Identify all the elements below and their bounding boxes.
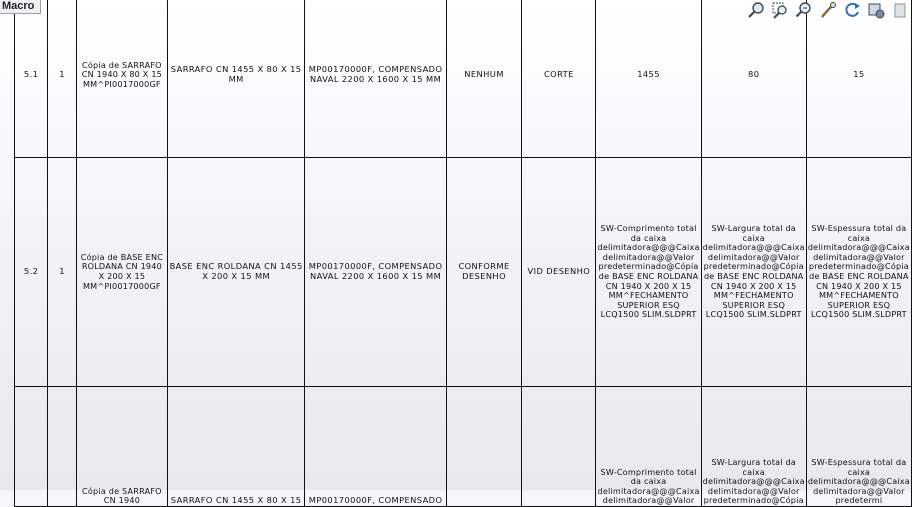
zoom-to-fit-icon[interactable] [746, 0, 766, 20]
rotate-icon[interactable] [842, 0, 862, 20]
zoom-in-out-icon[interactable] [794, 0, 814, 20]
item-number-cell [15, 387, 48, 507]
width-cell: SW-Largura total da caixa delimitadora@@@Caixa delimitadora@@Valor predeterminado@Cópia [701, 387, 806, 507]
quantity-cell [48, 387, 77, 507]
length-cell: SW-Comprimento total da caixa delimitadora@@@Caixa delimitadora@@Valor predeterminado@Cópia de BASE ENC ROLDANA CN 1940 X 200 X 15 MM^FECHAMENTO SUPERIOR ESQ LCQ1500 SLIM.SLDPRT [596, 158, 701, 387]
length-cell: 1455 [596, 0, 701, 158]
finish-cell [446, 387, 521, 507]
table-row[interactable] [15, 158, 912, 387]
bom-table [14, 0, 912, 507]
length-cell: SW-Comprimento total da caixa delimitadora@@@Caixa delimitadora@@Valor [596, 387, 701, 507]
width-cell: 80 [701, 0, 806, 158]
width-cell: SW-Largura total da caixa delimitadora@@@Caixa delimitadora@@Valor predeterminado@Cópia de BASE ENC ROLDANA CN 1940 X 200 X 15 MM^FECHAMENTO SUPERIOR ESQ LCQ1500 SLIM.SLDPRT [701, 158, 806, 387]
thickness-cell: SW-Espessura total da caixa delimitadora@@@Caixa delimitadora@@Valor predeterminado@Cópia de BASE ENC ROLDANA CN 1940 X 200 X 15 MM^FECHAMENTO SUPERIOR ESQ LCQ1500 SLIM.SLDPRT [806, 158, 911, 387]
item-number-cell: 5.2 [15, 158, 48, 387]
process-cell: CORTE [522, 0, 596, 158]
item-number-cell: 5.1 [15, 0, 48, 158]
process-cell [522, 387, 596, 507]
finish-cell: NENHUM [446, 0, 521, 158]
part-number-cell: Cópia de SARRAFO CN 1940 X 80 X 15 MM^PI0017000GF [76, 0, 167, 158]
thickness-cell: SW-Espessura total da caixa delimitadora@@@Caixa delimitadora@@Valor predetermi [806, 387, 911, 507]
description-cell: SARRAFO CN 1455 X 80 X 15 [168, 387, 305, 507]
finish-cell: CONFORME DESENHO [446, 158, 521, 387]
table-row[interactable] [15, 387, 912, 507]
process-cell: VID DESENHO [522, 158, 596, 387]
select-icon[interactable] [818, 0, 838, 20]
description-cell: BASE ENC ROLDANA CN 1455 X 200 X 15 MM [168, 158, 305, 387]
panel-icon[interactable] [890, 0, 910, 20]
table-row[interactable] [15, 0, 912, 158]
thickness-cell: 15 [806, 0, 911, 158]
part-number-cell: Cópia de BASE ENC ROLDANA CN 1940 X 200 X 15 MM^PI0017000GF [76, 158, 167, 387]
view-settings-icon[interactable] [866, 0, 886, 20]
material-cell: MP00170000F, COMPENSADO NAVAL 2200 X 1600 X 15 MM [305, 0, 447, 158]
macro-tab[interactable]: Macro [0, 0, 41, 14]
material-cell: MP00170000F, COMPENSADO [305, 387, 447, 507]
zoom-area-icon[interactable] [770, 0, 790, 20]
description-cell: SARRAFO CN 1455 X 80 X 15 MM [168, 0, 305, 158]
part-number-cell: Cópia de SARRAFO CN 1940 [76, 387, 167, 507]
material-cell: MP00170000F, COMPENSADO NAVAL 2200 X 1600 X 15 MM [305, 158, 447, 387]
quantity-cell: 1 [48, 158, 77, 387]
heads-up-view-toolbar [746, 0, 912, 20]
quantity-cell: 1 [48, 0, 77, 158]
